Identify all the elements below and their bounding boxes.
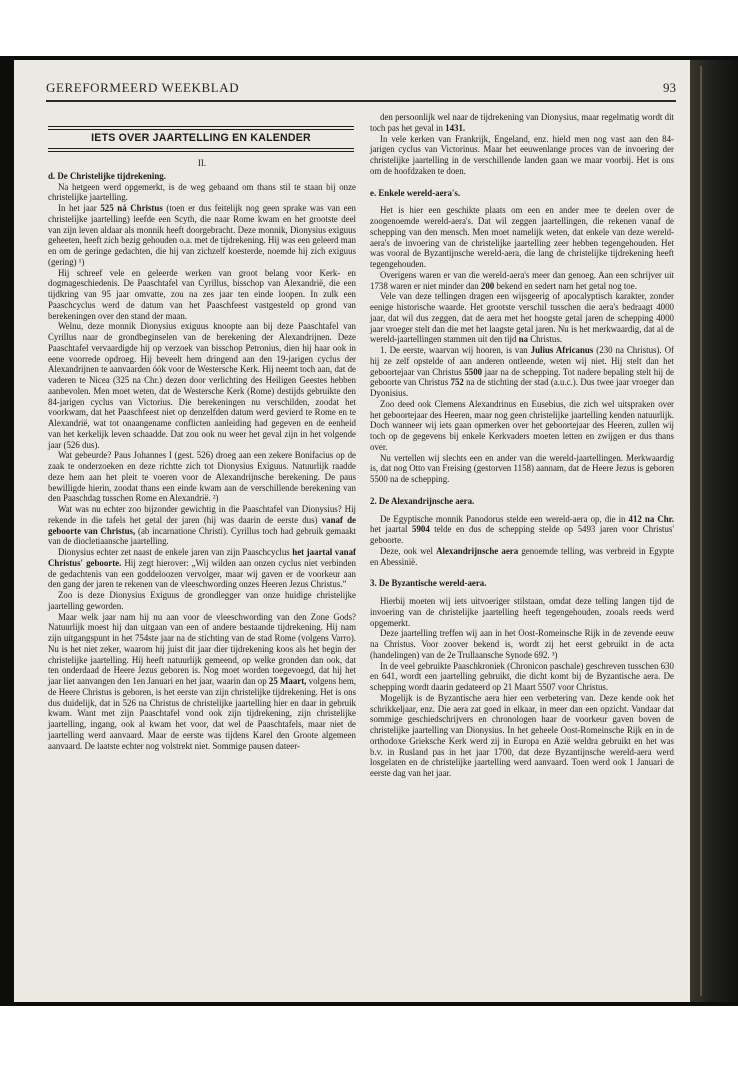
newspaper-page [14,60,690,1002]
section-2-body [370,514,674,568]
paragraph: Deze, ook wel Alexandrijnsche aera genoemde telling, was verbreid in Egypte en Abessinië. [370,545,675,567]
section-heading: d. De Christelijke tijdrekening. [48,170,166,181]
paragraph: Wat was nu echter zoo bijzonder gewichtig in die Paaschtafel van Dionysius? Hij rekende in die tafels het getal der jaren (hij was daarin de eerste dus) vanaf de geboorte van Christus, (ab incarnatione Christi). Cyrillus toch had gebruik gemaakt van de diocletiaansche jaartelling. [48,504,356,547]
paragraph: Wat gebeurde? Paus Johannes I (gest. 526) droeg aan een zekere Bonifacius op de zaak te onderzoeken en deze richtte zich tot Dionysius Exiguus. Natuurlijk raadde deze hem aan het pleit te voeren voor de Alexandrijnsche berekening. De paus bewilligde hierin, zoodat thans een einde kwam aan de verschillende berekening van den Paaschdag tusschen Rome en Alexandrië. ²) [48,450,356,504]
article-title-block [48,126,356,152]
article-title: IETS OVER JAARTELLING EN KALENDER [91,132,311,144]
binding-edge [700,66,702,996]
publication-title: GEREFORMEERD WEEKBLAD [46,80,240,95]
right-column [370,112,674,779]
scanned-spread [0,56,738,1006]
paragraph: den persoonlijk wel naar de tijdrekening van Dionysius, maar regelmatig wordt dit toch pas het geval in 1431. [370,112,674,133]
title-rule [48,151,354,152]
paragraph: Maar welk jaar nam hij nu aan voor de vleeschwording van den Zone Gods? Natuurlijk moest hij dan uitgaan van een of andere bestaande tijdrekening. Hij nam zijn uitgangspunt in het 754ste jaar na de stichting van de stad Rome (volgens Varro). Nu is het niet zeker, waarom hij juist dit jaar dier tijdrekening koos als het begin der christelijke jaartelling. Hij heeft natuurlijk gemeend, op welke gronden dan ook, dat ten onderdaad de Heere Jezus geboren is. Nog moet worden toegevoegd, dat hij het jaar liet aanvangen den 1en Januari en het jaar, waarin dan op 25 Maart, volgens hem, de Heere Christus is geboren, is het eerste van zijn christelijke tijdrekening. Het is ons dus duidelijk, dat in 526 na Christus de christelijke jaartelling hier en daar in gebruik kwam. Want met zijn Paaschtafel vond ook zijn tijdrekening, zijn christelijke jaartelling, ingang, ook al kwam het voor, dat wel de Paaschtafels, maar niet de jaartelling werd aanvaard. Maar de eerste was tijdens Karel den Groote algemeen aanvaard. De laatste echter nog volstrekt niet. Sommige pausen dateer- [48,611,356,751]
section-heading: e. Enkele wereld-aera's. [370,187,461,198]
section-e-body [370,205,674,485]
title-rule [48,148,354,149]
running-head [46,78,676,100]
continued-text [370,112,674,177]
paragraph: In vele kerken van Frankrijk, Engeland, enz. hield men nog vast aan den 84-jarigen cyclus van Victorinus. Maar het eeuwenlange proces van de invoering der christelijke jaartelling in de verschillende landen gaan we maar voorbij. Het is ons om de hoofdzaken te doen. [370,133,674,176]
section-heading: 2. De Alexandrijnsche aera. [370,495,475,506]
paragraph: Vele van deze tellingen dragen een wijsgeerig of apocalyptisch karakter, zonder eenige historische waarde. Het grootste verschil tusschen die aera's bedraagt 4000 jaar, dat wil dus zeggen, dat de aera met het hoogste getal jaren de schepping 4000 jaar vroeger stelt dan die met het laagste getal jaren. Nu is het merkwaardig, dat al de wereld-jaartellingen stammen uit den tijd na Christus. [370,291,674,345]
left-column [48,112,356,751]
paragraph: Mogelijk is de Byzantische aera hier een verbetering van. Deze kende ook het schrikkeljaar, enz. Die aera zat goed in elkaar, in meer dan een opzicht. Vandaar dat sommige geschiedschrijvers en chronologen haar de voorkeur gaven boven de christelijke jaartelling van Dionysius. In het geheele Oost-Romeinsche Rijk en in de orthodoxe Grieksche Kerk werd zij in Europa en Azië weldra gebruikt en het was b.v. in Rusland pas in het jaar 1700, dat deze Byzantijnsche wereld-aera werd losgelaten en de christelijke jaartelling werd aanvaard. Toen werd ook 1 Januari de eerste dag van het jaar. [370,692,674,778]
paragraph: Zoo is deze Dionysius Exiguus de grondlegger van onze huidige christelijke jaartelling geworden. [48,590,356,611]
header-rule [46,100,676,102]
paragraph: Welnu, deze monnik Dionysius exiguus knoopte aan bij deze Paaschtafel van Cyrillus naar de grondbeginselen van de berekening der Alexandrijnen. Deze Paaschtafel vervaardigde hij op verzoek van bisschop Petronius, dien hij haar ook in eene voorrede opdroeg. Hij beveelt hem dringend aan den 19-jarigen cyclus der Alexandrijnen te aanvaarden óók voor de Westersche Kerk. Hij neemt toch aan, dat de vaderen te Nicea (325 na Chr.) dezen door verlichting des Heiligen Geestes hebben aanbevolen. Men moet weten, dat de Westersche Kerk (Rome) destijds gebruikte den 84-jarigen cyclus van Victorius. Die berekeningen nu verschilden, zoodat het voorkwam, dat het Paaschfeest niet op denzelfden datum werd gevierd te Rome en te Alexandrië, wat tot onaangename conflicten aanleiding had gegeven en de eenheid van het kerkelijk leven schaadde. Dat zou ook nu weer het geval zijn in het volgende jaar (526 dus). [48,321,356,450]
section-heading: 3. De Byzantische wereld-aera. [370,578,487,589]
paragraph: De Egyptische monnik Panodorus stelde een wereld-aera op, die in 412 na Chr. het jaartal 5904 telde en dus de schepping stelde op 5493 jaren voor Christus' geboorte. [370,513,675,545]
paragraph: In het jaar 525 ná Christus (toen er dus feitelijk nog geen sprake was van een christelijke jaartelling) leefde een Scyth, die naar Rome kwam en het grootste deel van zijn leven aldaar als monnik heeft doorgebracht. Deze monnik, Dionysius exiguus geheeten, heeft zich bezig gehouden o.a. met de tijdrekening. Hij was een geleerd man en om de geringe gedachten, die hij van zichzelf koesterde, noemde hij zich exiguus (gering) ¹) [48,203,356,267]
paragraph: 1. De eerste, waarvan wij hooren, is van Julius Africanus (230 na Christus). Of hij ze zelf opstelde of aan anderen ontleende, weten wij niet. Hij stelt dan het geboortejaar van Christus 5500 jaar na de schepping. Tot nadere bepaling stelt hij de geboorte van Christus 752 na de stichting der stad (a.u.c.). Dus twee jaar vroeger dan Dyonisius. [370,345,675,398]
paragraph: Dionysius echter zet naast de enkele jaren van zijn Paaschcyclus het jaartal vanaf Christus' geboorte. Hij zegt hierover: „Wij wilden aan onzen cyclus niet verbinden de gedachtenis van een goddeloozen vervolger, maar wij gaven er de voorkeur aan den gang der jaren te rekenen van de vleeschwording onzes Heeren Jezus Christus.” [48,547,356,590]
paragraph: Het is hier een geschikte plaats om een en ander mee te deelen over de zoogenoemde wereld-aera's. Dat wil zeggen jaartellingen, die rekenen vanaf de schepping van den mensch. Men moet namelijk weten, dat enkele van deze wereld-aera's de invoering van de christelijke jaartelling zeer hebben tegengehouden. Het was vooral de Byzantijnsche wereld-aera, die lang de christelijke tijdrekening heeft tegengehouden. [370,205,674,269]
paragraph: Deze jaartelling treffen wij aan in het Oost-Romeinsche Rijk in de zevende eeuw na Christus. Voor zoover bekend is, wordt zij het eerst gebruikt in de acta (handelingen) van de 2e Trullaansche Synode 692. ³) [370,628,674,660]
next-page-edge [690,60,738,1002]
paragraph: Zoo deed ook Clemens Alexandrinus en Eusebius, die zich wel uitspraken over het geboortejaar des Heeren, maar nog geen christelijke jaartelling kenden natuurlijk. Doch wanneer wij iets gaan opmerken over het geboortejaar des Heeren, zullen wij toch op de gegevens bij enkele Kerkvaders moeten letten en zwijgen er dus thans over. [370,398,674,452]
part-number: II. [197,158,207,168]
title-rule [48,126,354,127]
paragraph: Na hetgeen werd opgemerkt, is de weg gebaand om thans stil te staan bij onze christelijke jaartelling. [48,181,356,203]
paragraph: Overigens waren er van die wereld-aera's meer dan genoeg. Aan een schrijver uit 1738 waren er niet minder dan 200 bekend en sedert nam het getal nog toe. [370,269,674,291]
paragraph: Hierbij moeten wij iets uitvoeriger stilstaan, omdat deze telling langen tijd de invoering van de christelijke jaartelling heeft tegengehouden, zooals reeds werd opgemerkt. [370,596,674,628]
paragraph: Nu vertellen wij slechts een en ander van die wereld-jaartellingen. Merkwaardig is, dat nog Otto van Freising (gestorven 1158) aannam, dat de Heere Jezus is geboren 5500 na de schepping. [370,452,674,484]
page-number: 93 [663,80,676,95]
section-3-body [370,596,674,779]
section-d-body [48,182,356,752]
paragraph: In de veel gebruikte Paaschkroniek (Chronicon paschale) geschreven tusschen 630 en 641, wordt een jaartelling gebruikt, die dicht komt bij de Byzantische aera. De schepping wordt daarin gedateerd op 21 Maart 5507 voor Christus. [370,660,674,692]
title-rule [48,129,354,130]
paragraph: Hij schreef vele en geleerde werken van groot belang voor Kerk- en dogmageschiedenis. De Paaschtafel van Cyrillus, bisschop van Alexandrië, die een tijdkring van 95 jaar omvatte, zou na zes jaar ten einde loopen. In zulk een Paaschcyclus werd de datum van het Paaschfeest vastgesteld op grond van berekeningen over den stand der maan. [48,267,356,321]
